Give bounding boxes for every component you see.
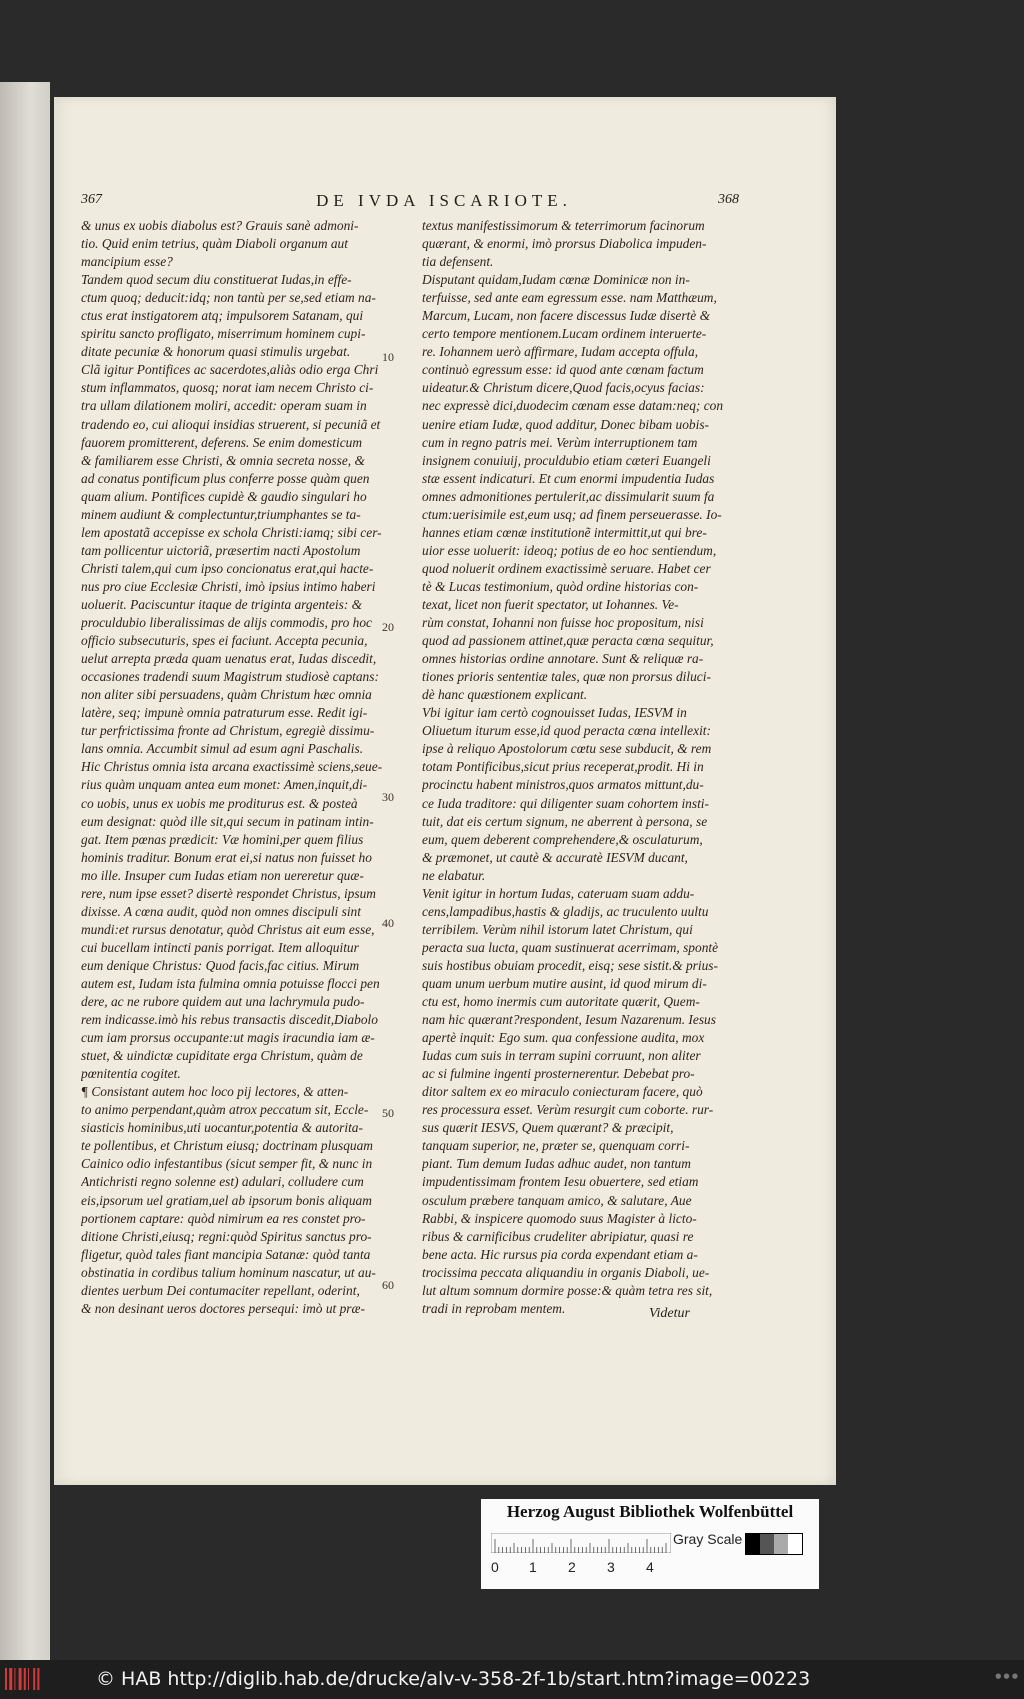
text-line: lans omnia. Accumbit simul ad esum agni Paschalis. (81, 741, 364, 757)
text-line: lem apostatã accepisse ex schola Christi:iamq; sibi cer- (81, 524, 382, 540)
text-line: dè hanc quæstionem explicant. (422, 687, 588, 703)
text-line: & non desinant ueros doctores persequi: imò ut præ- (81, 1300, 365, 1316)
line-number: 60 (382, 1278, 394, 1292)
text-line: & præmonet, ut cautè & accuratè IESVM ducant, (422, 849, 688, 865)
footer-copyright-link[interactable]: © HAB http://diglib.hab.de/drucke/alv-v-358-2f-1b/start.htm?image=00223 (96, 1668, 811, 1690)
text-line: terribilem. Verùm nihil istorum latet Christum, qui (422, 921, 693, 937)
text-line: eis,ipsorum uel gratiam,uel ab ipsorum bonis aliquam (81, 1192, 372, 1208)
text-line: ditione Christi,eiusq; regni:quòd Spiritus sanctus pro- (81, 1228, 372, 1244)
footer-mark: ● ● ● (995, 1672, 1018, 1680)
barcode-bar (24, 1668, 26, 1690)
text-line: tio. Quid enim tetrius, quàm Diaboli organum aut (81, 236, 348, 252)
text-line: Antichristi regno solenne est) adulari, colludere cum (81, 1174, 364, 1190)
gray-swatch (746, 1534, 760, 1554)
text-line: textus manifestissimorum & teterrimorum facinorum (422, 218, 705, 233)
text-line: uideatur.& Christum dicere,Quod facis,ocyus facias: (422, 380, 705, 396)
text-line: mundi:et rursus denotatur, quòd Christus ait eum esse, (81, 921, 375, 937)
text-line: dientes uerbum Dei contumaciter repellant, oderint, (81, 1282, 360, 1298)
text-line: osculum præbere tanquam amico, & salutare, Aue (422, 1192, 692, 1208)
text-line: te pollentibus, et Christum eiusq; doctrinam plusquam (81, 1138, 373, 1154)
text-line: tur perfrictissima fronte ad Christum, egregiè dissimu- (81, 723, 375, 739)
text-line: uoluerit. Paciscuntur itaque de triginta argenteis: & (81, 596, 363, 612)
text-line: fauorem promitterent, deferens. Se enim domesticum (81, 434, 363, 450)
text-line: procinctu habent ministros,quos armatos mittunt,du- (422, 777, 704, 793)
text-line: autem est, Iudam ista fulmina omnia potuisse flocci pen (81, 975, 380, 991)
text-line: totam Pontificibus,sicut prius receperat,prodit. Hi in (422, 759, 704, 775)
text-line: ac si fulmine ingenti prosternerentur. Debebat pro- (422, 1066, 695, 1082)
barcode-logo-icon (3, 1666, 47, 1692)
text-line: ctum:uerisimile est,eum usq; ad finem perseuerasse. Io- (422, 506, 722, 522)
text-line: quod ad passionem attinet,quæ peracta cœna sequitur, (422, 633, 714, 649)
text-line: cens,lampadibus,hastis & gladijs, ac truculento uultu (422, 903, 709, 919)
text-line: & familiarem esse Christi, & omnia secreta nosse, & (81, 452, 365, 468)
text-line: officio subsecuturis, spes ei faciunt. Accepta pecunia, (81, 633, 368, 649)
text-line: nus pro ciue Ecclesiæ Christi, imò ipsius intimo haberi (81, 578, 376, 594)
text-line: Iudas cum suis in terram supini corruunt, non aliter (422, 1048, 701, 1064)
text-line: Hic Christus omnia ista arcana exactissimè sciens,seue- (81, 759, 383, 775)
barcode-bar (9, 1668, 12, 1690)
text-line: Disputant quidam,Iudam cœnæ Dominicæ non in- (422, 272, 690, 288)
ruler-tick-label: 0 (491, 1559, 499, 1575)
text-line: uenire etiam Iudæ, quod additur, Donec bibam uobis- (422, 416, 710, 432)
text-line: bene acta. Hic rursus pia corda expendant etiam a- (422, 1246, 698, 1262)
text-line: cum iam prorsus occupante:ut magis iracundia iam æ- (81, 1030, 375, 1046)
text-line: terfuisse, sed ante eam egressum esse. nam Matthæum, (422, 290, 717, 306)
text-line: tuit, dat eis certum signum, ne aberrent à persona, se (422, 813, 708, 829)
text-column-left (81, 217, 383, 1318)
text-line: to animo perpendant,quàm atrox peccatum sit, Eccle- (81, 1102, 369, 1118)
text-line: Marcum, Lucam, non facere discessus Iudæ disertè & (422, 308, 710, 324)
ruler-tick-label: 3 (607, 1559, 615, 1575)
gray-swatch (774, 1534, 788, 1554)
text-line: piant. Tum demum Iudas adhuc audet, non tantum (422, 1156, 691, 1172)
text-line: ditate pecuniæ & honorum quasi stimulis urgebat. (81, 344, 351, 360)
text-line: omnes admonitiones pertulerit,ac dissimularit suum fa (422, 488, 715, 504)
text-line: ne elabatur. (422, 867, 486, 883)
page-number-left: 367 (81, 192, 102, 207)
text-line: certo tempore mentionem.Lucam ordinem interuerte- (422, 326, 707, 342)
text-line: ctus erat instigatorem atq; impulsorem Satanam, qui (81, 308, 364, 324)
gray-scale-label: Gray Scale (673, 1531, 743, 1547)
text-line: minem audiunt & complectuntur,triumphantes se ta- (81, 506, 361, 522)
text-line: hannes etiam cœnæ institutionẽ intermittit,ut qui bre- (422, 524, 707, 540)
previous-page-edge (0, 82, 50, 1662)
scale-title: Herzog August Bibliothek Wolfenbüttel (506, 1502, 794, 1521)
text-line: res processura esset. Verùm resurgit cum coborte. rur- (422, 1102, 714, 1118)
text-line: ctum quoq; deducit:idq; non tantù per se,sed etiam na- (81, 290, 376, 306)
ruler-tick-label: 2 (568, 1559, 576, 1575)
text-line: quam alium. Pontifices cupidè & gaudio singulari ho (81, 488, 367, 504)
color-scale-card (481, 1499, 819, 1589)
text-line: lut altum somnum dormire posse:& quàm tetra res sit, (422, 1282, 713, 1298)
text-line: peracta sua lucta, quam sustinuerat acerrimam, spontè (422, 939, 719, 955)
text-line: stum inflammatos, quosq; norat iam necem Christo ci- (81, 380, 374, 396)
gray-swatch (788, 1534, 802, 1554)
text-line: eum denique Christus: Quod facis,fac citius. Mirum (81, 957, 360, 973)
text-line: quam unum uerbum mutire ausint, id quod mirum di- (422, 975, 707, 991)
gray-swatch (760, 1534, 774, 1554)
text-line: stæ essent indicaturi. Et cum enormi impudentia Iudas (422, 470, 715, 486)
text-line: stuet, & uindictæ cupiditate erga Christum, quàm de (81, 1048, 363, 1064)
text-line: Oliuetum iturum esse,id quod peracta cœna intellexit: (422, 723, 711, 739)
text-line: gat. Item pœnas prædicit: Væ homini,per quem filius (81, 831, 364, 847)
text-line: ad conatus pontificum plus conferre posse quàm quen (81, 470, 370, 486)
text-line: tiones prioris sententiæ tales, quæ non prorsus diluci- (422, 669, 711, 685)
text-line: texat, licet non fuerit spectator, ut Iohannes. Ve- (422, 596, 679, 612)
barcode-bar (19, 1668, 22, 1690)
text-line: fligetur, quòd tales fiant mancipia Satanæ: quòd tanta (81, 1246, 371, 1262)
text-line: siasticis hominibus,uti uocantur,potentia & autorita- (81, 1120, 363, 1136)
text-line: ce Iuda traditore: qui diligenter suam cohortem insti- (422, 795, 709, 811)
text-column-right (422, 217, 730, 1318)
text-line: dixisse. A cœna audit, quòd non omnes discipuli sint (81, 903, 361, 919)
text-line: cui bucellam intincti panis porrigat. Item alloquitur (81, 939, 359, 955)
text-line: cum in regno patris mei. Verùm interruptionem tam (422, 434, 698, 450)
text-line: & unus ex uobis diabolus est? Grauis sanè admoni- (81, 218, 359, 233)
line-number: 10 (382, 350, 394, 364)
text-line: obstinatia in cordibus talium hominum nascatur, ut au- (81, 1264, 376, 1280)
text-line: insignem conuiuij, proculdubio etiam cæteri Euangeli (422, 452, 711, 468)
text-line: tam pollicentur uictoriã, præsertim nacti Apostolum (81, 542, 361, 558)
footer-bar (0, 1660, 1024, 1699)
page-number-right: 368 (718, 192, 739, 207)
text-line: mancipium esse? (81, 254, 173, 270)
text-line: Christi talem,qui cum ipso concionatus erat,qui hacte- (81, 560, 374, 576)
text-line: Clã igitur Pontifices ac sacerdotes,aliàs odio erga Chri (81, 362, 379, 378)
barcode-bar (5, 1668, 7, 1690)
text-line: ipse à reliquo Apostolorum cœtu sese subducit, & rem (422, 741, 712, 757)
text-line: dere, ac ne rubore quidem aut una lachrymula pudo- (81, 994, 365, 1010)
ruler-tick-label: 1 (529, 1559, 537, 1575)
text-line: eum designat: quòd ille sit,qui secum in patinam intin- (81, 813, 374, 829)
text-line: tia defensent. (422, 254, 494, 270)
text-line: uior esse uoluerit: ideoq; potius de eo hoc sentiendum, (422, 542, 717, 558)
text-line: rem indicasse.imò his rebus transactis discedit,Diabolo (81, 1012, 378, 1028)
text-line: spiritu sancto profligato, miserrimum hominem cupi- (81, 326, 366, 342)
running-title: DE IVDA ISCARIOTE. (316, 191, 572, 210)
line-number: 30 (382, 790, 394, 804)
text-line: suis hostibus obuiam procedit, eisq; sese sistit.& prius- (422, 957, 718, 973)
text-line: hominis traditur. Bonum erat ei,si natus non fuisset ho (81, 849, 372, 865)
ruler-scale (491, 1533, 671, 1553)
text-line: omnes historias ordine annotare. Sunt & reliquæ ra- (422, 651, 704, 667)
text-line: Vbi igitur iam certò cognouisset Iudas, IESVM in (422, 705, 687, 721)
text-line: occasiones tradendi suum Magistrum studiosè captans: (81, 669, 379, 685)
text-line: tradi in reprobam mentem. (422, 1300, 566, 1316)
line-number: 20 (382, 620, 394, 634)
text-line: ctu est, homo inermis cum autoritate quærit, Quem- (422, 994, 700, 1010)
text-line: quærant, & enormi, imò prorsus Diabolica impuden- (422, 236, 707, 252)
text-line: rùm constat, Iohanni non fuisse hoc propositum, nisi (422, 615, 704, 631)
text-line: Cainico odio infestantibus (sicut semper fit, & nunc in (81, 1156, 373, 1172)
text-line: rere, num ipse esset? disertè respondet Christus, ipsum (81, 885, 376, 901)
text-line: mo ille. Insuper cum Iudas etiam non uereretur quæ- (81, 867, 364, 883)
text-line: tè & Lucas testimonium, quòd ordine historias con- (422, 578, 699, 594)
text-line: Tandem quod secum diu constituerat Iudas,in effe- (81, 272, 352, 288)
text-line: ribus & carnificibus crudeliter abripiatur, quasi re (422, 1228, 694, 1244)
text-line: tanquam superior, ne, præter se, quenquam corri- (422, 1138, 690, 1154)
text-line: Venit igitur in hortum Iudas, cateruam suam addu- (422, 885, 695, 901)
text-line: eum, quem deberent comprehendere,& osculaturum, (422, 831, 703, 847)
gray-scale-swatches (745, 1533, 803, 1555)
line-number: 40 (382, 916, 394, 930)
text-line: trocissima peccata aliquandiu in organis Diaboli, ue- (422, 1264, 710, 1280)
book-page (54, 97, 836, 1485)
catchword: Videtur (649, 1306, 690, 1321)
text-line: portionem captare: quòd nimirum ea res constet pro- (81, 1210, 366, 1226)
text-line: ¶ Consistant autem hoc loco pij lectores, & atten- (81, 1084, 349, 1100)
text-line: co uobis, unus ex uobis me proditurus est. & posteà (81, 795, 358, 811)
text-line: continuò egressum esse: id quod ante cœnam factum (422, 362, 704, 378)
text-line: tradendo eo, cui alioqui insidias struerent, si pecuniã et (81, 416, 381, 432)
barcode-bar (37, 1668, 39, 1690)
text-line: nec expressè dici,duodecim cœnam esse datam:neq; con (422, 398, 724, 414)
text-line: re. Iohannem uerò affirmare, Iudam accepta offula, (422, 344, 699, 360)
text-line: uelut arrepta præda quam uenatus erat, Iudas discedit, (81, 651, 377, 667)
barcode-bar (14, 1668, 15, 1690)
line-number: 50 (382, 1106, 394, 1120)
text-line: impudentissimam frontem Iesu obuertere, sed etiam (422, 1174, 699, 1190)
ruler-tick-label: 4 (646, 1559, 654, 1575)
text-line: sus quærit IESVS, Quem quærant? & præcipit, (422, 1120, 674, 1136)
text-line: rius quàm unquam antea eum monet: Amen,inquit,di- (81, 777, 368, 793)
text-line: proculdubio liberalissimas de alijs commodis, pro hoc (81, 615, 372, 631)
text-line: Rabbi, & inspicere quomodo suus Magister à licto- (422, 1210, 697, 1226)
text-line: apertè inquit: Ego sum. qua confessione audita, mox (422, 1030, 705, 1046)
barcode-bar (28, 1668, 29, 1690)
barcode-bar (33, 1668, 35, 1690)
text-line: quod noluerit ordinem exactissimè seruare. Habet cer (422, 560, 711, 576)
text-line: tra ullam dilationem moliri, accedit: operam suam in (81, 398, 367, 414)
text-line: nam hic quærant?respondent, Iesum Nazarenum. Iesus (422, 1012, 716, 1028)
text-line: ditor saltem ex eo miraculo coniecturam facere, quò (422, 1084, 703, 1100)
text-line: pœnitentia cogitet. (81, 1066, 181, 1082)
text-line: non aliter sibi persuadens, quàm Christum hæc omnia (81, 687, 372, 703)
text-line: latère, seq; impunè omnia patraturum esse. Redit igi- (81, 705, 368, 721)
